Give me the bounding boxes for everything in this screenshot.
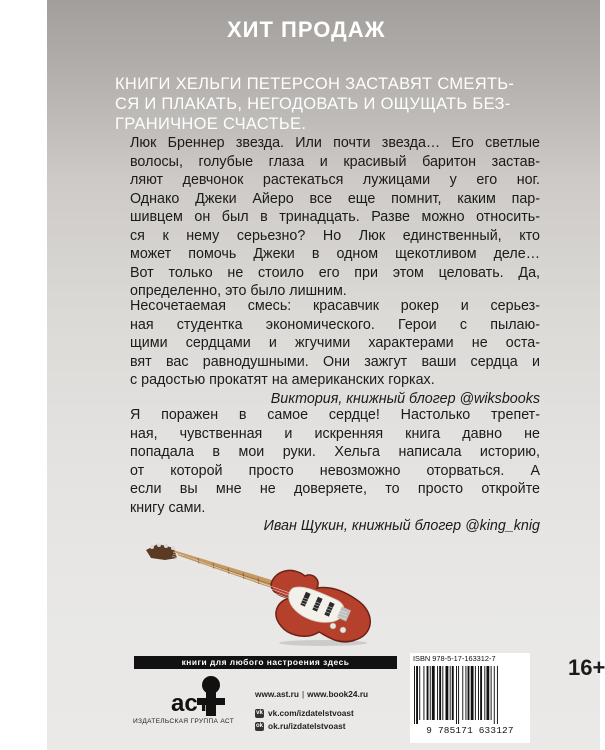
vk-link[interactable]: vk.com/izdatelstvoast bbox=[268, 708, 354, 718]
tagline bbox=[115, 74, 514, 134]
synopsis-line: может помочь Джеки в одном щекотливом деле… bbox=[130, 246, 540, 262]
review-line: ная, чувственная и искренняя книга давно не bbox=[130, 425, 540, 442]
synopsis-line: Люк Бреннер звезда. Или почти звезда… Его светлые bbox=[130, 135, 540, 151]
review-line: Несочетаемая смесь: красавчик рокер и серьез- bbox=[130, 298, 540, 314]
ok-link-row bbox=[255, 721, 345, 731]
synopsis-line: определенно, это было лишним. bbox=[130, 283, 347, 299]
electric-guitar-illustration bbox=[143, 536, 383, 646]
synopsis-line: Вот только не стоило его при этом целовать. Да, bbox=[130, 264, 540, 281]
vk-link-row bbox=[255, 708, 354, 718]
review-line: от которой просто невозможно оторваться. А bbox=[130, 462, 540, 479]
age-rating: 16+ bbox=[568, 655, 605, 680]
website-link[interactable]: www.book24.ru bbox=[307, 689, 369, 699]
review-line: книгу сами. bbox=[130, 499, 206, 516]
review-2 bbox=[130, 406, 540, 536]
synopsis-line: шивцем он был в тринадцать. Разве можно относить- bbox=[130, 209, 540, 225]
link-separator: | bbox=[301, 689, 305, 699]
back-cover bbox=[47, 0, 605, 750]
genre-label-bar: книги для любого настроения здесь bbox=[134, 656, 397, 669]
barcode-image bbox=[414, 666, 526, 724]
isbn-block bbox=[410, 653, 530, 743]
synopsis-line: ляют девчонок растекаться лужицами у его ног. bbox=[130, 172, 540, 188]
synopsis-line: ся к нему серьезно? Но Люк единственный, кто bbox=[130, 227, 540, 244]
review-line: если вы мне не доверяете, то просто откройте bbox=[130, 481, 540, 497]
vk-icon: vk bbox=[256, 709, 263, 716]
website-links bbox=[255, 689, 368, 699]
website-link[interactable]: www.ast.ru bbox=[255, 689, 299, 699]
review-line: попадала в мои руки. Хельга написала историю, bbox=[130, 444, 540, 460]
ok-link[interactable]: ok.ru/izdatelstvoast bbox=[268, 721, 346, 731]
ok-icon: ok bbox=[255, 722, 263, 729]
ast-logo-text: аст bbox=[171, 690, 210, 717]
synopsis-line: Однако Джеки Айеро все еще помнит, каким пар- bbox=[130, 190, 540, 207]
review-line: Я поражен в самое сердце! Настолько трепет- bbox=[130, 407, 540, 423]
review-signature: Виктория, книжный блогер @wiksbooks bbox=[270, 390, 540, 407]
review-line: вят вас равнодушными. Они зажгут ваши сердца и bbox=[130, 353, 540, 370]
isbn-text: ISBN 978-5-17-163312-7 bbox=[413, 654, 496, 663]
publisher-name: ИЗДАТЕЛЬСКАЯ ГРУППА АСТ bbox=[133, 718, 235, 725]
tagline-line: СЯ И ПЛАКАТЬ, НЕГОДОВАТЬ И ОЩУЩАТЬ БЕЗ- bbox=[115, 95, 511, 113]
synopsis-line: волосы, голубые глаза и красивый баритон застав- bbox=[130, 153, 540, 170]
review-line: ная студентка экономического. Герои с пылаю- bbox=[130, 316, 540, 333]
review-line: с радостью прокатят на американских горках. bbox=[130, 372, 435, 388]
ast-logo bbox=[169, 675, 233, 717]
tagline-line: ГРАНИЧНОЕ СЧАСТЬЕ. bbox=[115, 115, 307, 133]
synopsis bbox=[130, 134, 540, 301]
isbn-digits: 9 785171 633127 bbox=[426, 725, 514, 736]
review-1 bbox=[130, 297, 540, 408]
review-line: щими сердцами и жгучими характерами не оста- bbox=[130, 335, 540, 351]
tagline-line: КНИГИ ХЕЛЬГИ ПЕТЕРСОН ЗАСТАВЯТ СМЕЯТЬ- bbox=[115, 75, 515, 93]
headline: ХИТ ПРОДАЖ bbox=[227, 17, 386, 42]
review-signature: Иван Щукин, книжный блогер @king_knig bbox=[263, 518, 540, 534]
